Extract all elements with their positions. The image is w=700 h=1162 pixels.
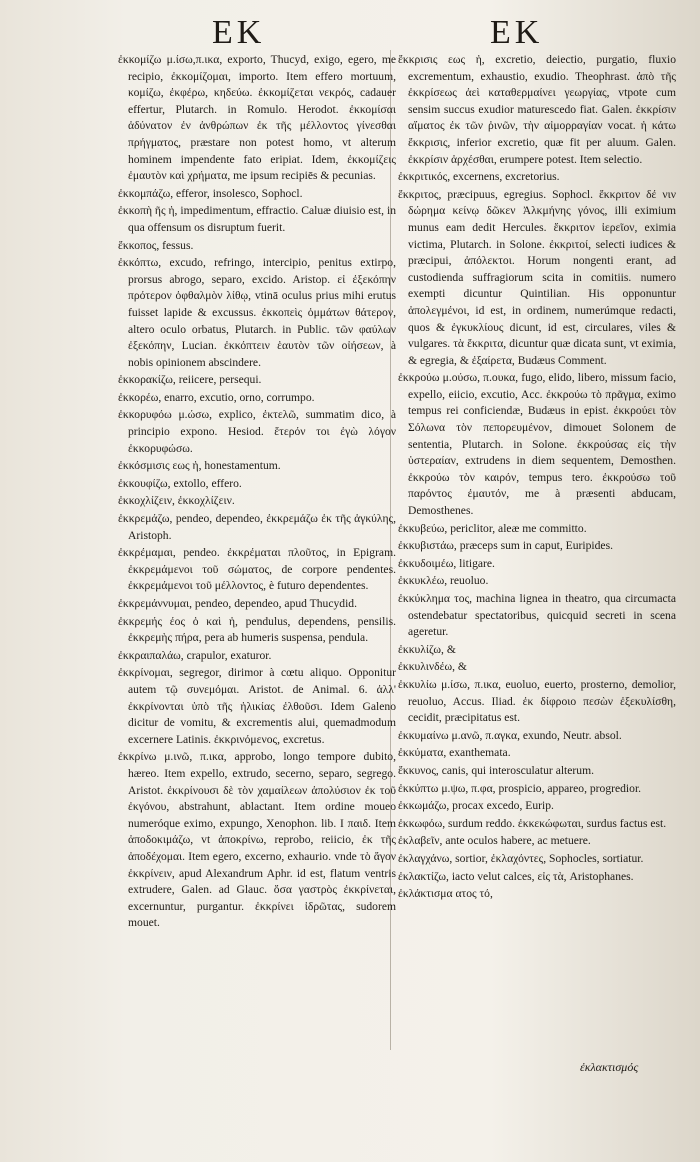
dictionary-entry: ἐκλάκτισμα ατος τό, — [398, 887, 493, 901]
dictionary-entry: ἐκκυκλέω, reuoluo. — [398, 574, 489, 588]
dictionary-entry: ἐκκυβιστάω, præceps sum in caput, Euripides. — [398, 539, 613, 553]
dictionary-entry: ἐκκυλινδέω, & — [398, 660, 467, 674]
dictionary-entry: ἐκκύπτω μ.ψω, π.φα, prospicio, appareo, progredior. — [398, 781, 642, 795]
dictionary-entry: ἔκκοπος, fessus. — [118, 238, 194, 252]
dictionary-entry: ἐκκουφίζω, extollo, effero. — [118, 476, 242, 490]
dictionary-entry: ἐκκωμάζω, procax excedo, Eurip. — [398, 799, 554, 813]
dictionary-entry: ἐκκύκλημα τος, machina lignea in theatro, qua circumacta ostendebatur spectatoribus, quicquid secreti in scena ageretur. — [398, 592, 676, 639]
dictionary-entry: ἐκκυλίω μ.ίσω, π.ικα, euoluo, euerto, prosterno, demolior, reuoluo, Accus. Iliad. ἐκ δίφροιο πεσὼν ἐξεκυλίσθη, cecidit, præcipitatus est. — [398, 677, 676, 725]
dictionary-entry: ἔκκυνος, canis, qui interosculatur alterum. — [398, 763, 595, 777]
dictionary-entry: ἐκκορέω, enarro, excutio, orno, corrumpo. — [118, 390, 315, 404]
dictionary-entry: ἐκκωφόω, surdum reddo. ἐκκεκώφωται, surdus factus est. — [398, 816, 667, 830]
right-column — [398, 52, 676, 904]
dictionary-entry: ἔκκριτος, præcipuus, egregius. Sophocl. ἔκκριτον δέ νιν δώρημα κείνῳ δῶκεν Ἀλκμήνης γόνος, illi eximium munus eam dedit Hercules. ἔκκριτον ἱερεῖον, eximia victima, Plutarch. in Solone. ἐκκριτοί, selecti iudices & præcipui, ἀπόλεκτοι. Horum nongenti erant, ad custodienda suffragiorum scita in comitiis. numero exempti dicuntur Quintilian. His opponuntur ἀπολεγμένοι, id est, in ordinem, numerúmque redacti, quos & ἐγκυκλίους dicunt, id est, circulares, viles & vulgares. τὰ ἔκκριτα, dicuntur quæ dicata sunt, vt eximia, & egregia, & ἐξαίρετα, Budæus Comment. — [398, 187, 676, 367]
catchword: ἐκλακτισμός — [580, 1060, 639, 1074]
dictionary-entry: ἔκκρισις εως ἡ, excretio, deiectio, purgatio, fluxio excrementum, exhaustio, exudio. Theophrast. ἀπὸ τῆς ἐκκρίσεως ἀεὶ καταθερμαίνει γεωργίας, vtpote cum sensim succus exudior maturescedo fiat. Galen. ἐκκρίσιν αἵματος ἐκ τῶν ῥινῶν, τὴν αἱμορραγίαν vocat. ἡ κάτω ἔκκρισις, inferior excretio, quæ fit per aluum. Galen. ἐκκρίσιν ἀρχέσθαι, erumpere potest. Item selectio. — [398, 53, 676, 166]
running-head-right: EK — [490, 14, 544, 51]
dictionary-entry: ἐκλαβεῖν, ante oculos habere, ac metuere. — [398, 834, 591, 848]
dictionary-entry: ἐκκοπὴ ῆς ἡ, impedimentum, effractio. Caluæ diuisio est, in qua offensum os disruptum fuerit. — [118, 204, 396, 234]
running-head-left: EK — [212, 14, 266, 51]
dictionary-entry: ἐκκριτικός, excernens, excretorius. — [398, 170, 560, 184]
dictionary-entry: ἐκκρέμαμαι, pendeo. ἐκκρέμαται πλοῦτος, in Epigram. ἐκκρεμάμενοι τοῦ σώματος, de corpore pendentes. ἐκκρεμάμενοι τοῦ μέλλοντος, è futuro dependentes. — [118, 546, 396, 593]
dictionary-entry: ἐκκύματα, exanthemata. — [398, 746, 511, 760]
dictionary-entry: ἐκκομπάζω, efferor, insolesco, Sophocl. — [118, 186, 303, 200]
dictionary-entry: ἐκκυμαίνω μ.ανῶ, π.αγκα, exundo, Neutr. absol. — [398, 728, 622, 742]
dictionary-entry: ἐκκυβεύω, periclitor, aleæ me committo. — [398, 521, 587, 535]
dictionary-entry: ἐκλακτίζω, iacto velut calces, εἰς τὰ, Aristophanes. — [398, 869, 634, 883]
dictionary-entry: ἐκκραιπαλάω, crapulor, exaturor. — [118, 648, 272, 662]
dictionary-entry: ἐκκυλίζω, & — [398, 642, 456, 656]
left-column — [118, 52, 396, 933]
dictionary-entry: ἐκκρεμής έος ὁ καὶ ἡ, pendulus, dependens, pensilis. ἐκκρεμὴς πήρα, pera ab humeris suspensa, pendula. — [118, 614, 396, 645]
dictionary-entry: ἐκκρίνομαι, segregor, dirimor à cœtu aliquo. Opponitur autem τῷ συνεμόμαι. Aristot. de Animal. 6. ἀλλ' ἐκκρίνονται ὑπὸ τῆς ἡλικίας ἐλθοῦσι. Idem Galeno dicitur de vomitu, & excrementis alui, quemadmodum excernere Latinis. ἐκκρινόμενος, excretus. — [118, 666, 396, 746]
dictionary-entry: ἐκκρίνω μ.ινῶ, π.ικα, approbo, longo tempore dubito, hæreo. Item expello, extrudo, secerno, separo, segrego. Aristot. ἐκκρίνουσι δὲ τὸν χαμαίλεων ἀπολύσιον ἐκ τοῦ ἐκγόνου, abstrahunt, ablactant. Item ordine moueo numeróque eximo, expungo, Xenophon. lib. I παιδ. Item ἀποδοκιμάζω, vt ἀποκρίνω, reprobo, reiicio, ἐκ τῆς ἀποδέχομαι. Item egero, excerno, exhaurio. vnde τὸ ἄγον ἐκκρίνειν, apud Alexandrum Aphr. id est, flatum ventris extrudere, Galen. ad Glauc. ὅσα γαστρὸς ἐκκρίνεται, excernuntur, purgantur. ἐκκρίνει ἱδρῶτας, sudorem mouet. — [118, 750, 396, 930]
dictionary-entry: ἐκκρεμάννυμαι, pendeo, dependeo, apud Thucydid. — [118, 597, 357, 610]
dictionary-entry: ἐκκορυφόω μ.ώσω, explico, ἐκτελῶ, summatim dico, à principio expono. Hesiod. ἕτερόν τοι ἐγὼ λόγον ἐκκορυφώσω. — [118, 408, 396, 455]
dictionary-entry: ἐκκόσμισις εως ἡ, honestamentum. — [118, 459, 281, 473]
dictionary-entry: ἐκκόπτω, excudo, refringo, intercipio, penitus extirpo, prorsus abrogo, separo, excido. Aristop. εἰ ἐξεκόπην πρότερον ὀφθαλμὸν λίθῳ, vtinā oculus prius mihi erutus fuisset lapide & excussus. ἐκκοπεὶς ὀμμάτων θάτερον, altero oculo orbatus, Plutarch. in Public. τῶν φαύλων ἐξεκόπην, Lucian. ἐκκόπτειν ἑαυτὸν τῶν οἰήσεων, à nobis opinionem abscindere. — [118, 256, 396, 369]
dictionary-entry: ἐκκοχλίζειν, ἐκκοχλίζειν. — [118, 494, 235, 508]
dictionary-entry: ἐκκομίζω μ.ίσω,π.ικα, exporto, Thucyd, exigo, egero, me recipio, ἐκκομίζομαι, importo. Item effero mortuum, κομίζω, ἐκφέρω, κηδεύω. ἐκκομίζεται νεκρός, cadauer effertur, Plutarch. in Romulo. Herodot. ἐκκομίσαι ἀδύνατον ἐν ἀνθρώπων ἐκ τῆς μέλλοντος γίνεσθαι πρήγματος, præstare non potest homo, vt alterum hominem impendente fato eripiat. Idem, ἐκκομίζεις ἐμαυτὸν καὶ χρήματα, me ipsum recipiēs & pecunias. — [118, 53, 396, 183]
dictionary-entry: ἐκκρεμάζω, pendeo, dependeo, ἐκκρεμάζω ἐκ τῆς ἀγκύλης, Aristoph. — [118, 512, 396, 542]
dictionary-entry: ἐκκορακίζω, reiicere, persequi. — [118, 373, 262, 387]
dictionary-entry: ἐκκυδοιμέω, litigare. — [398, 556, 495, 570]
dictionary-entry: ἐκκρούω μ.ούσω, π.ουκα, fugo, elido, libero, missum facio, expello, eiicio, excutio, Acc. ἐκκρούω τὸ πρᾶγμα, eximo tempus rei conficiendæ, Budæus in epist. ἐκκρούει τὸν Σόλωνα τὸν πεπορευμένον, dimouet Solonem de sententia, Plutarch. in Solone. ἐκκρούσας εἰς τὴν ὑστεραίαν, extrudens in diem sequentem, Demosthen. ἐκκρούω τὸν καιρόν, tempus tero. ἐκκρούσω τοῦ παρόντος ἐμαυτόν, me à præsenti abducam, Demosthenes. — [398, 371, 676, 518]
dictionary-entry: ἐκλαγχάνω, sortior, ἐκλαχόντες, Sophocles, sortiatur. — [398, 851, 644, 865]
